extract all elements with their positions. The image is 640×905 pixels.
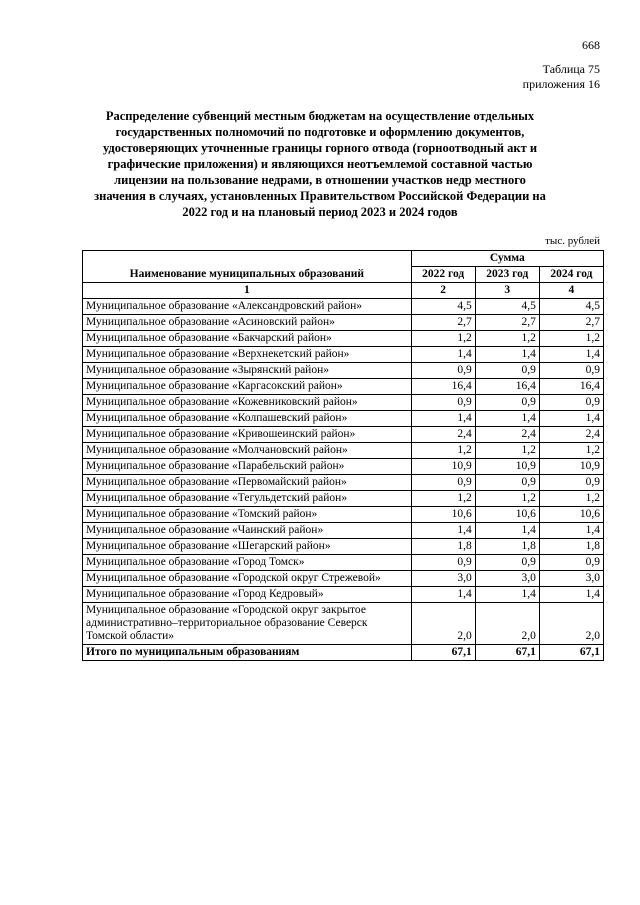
value-2023: 0,9 — [475, 475, 539, 491]
value-2022: 1,4 — [411, 587, 475, 603]
table-row — [83, 555, 604, 571]
value-2024: 0,9 — [539, 475, 603, 491]
column-number-row — [83, 283, 604, 299]
value-2023: 0,9 — [475, 395, 539, 411]
table-header-row — [83, 251, 604, 267]
header-year-2023: 2023 год — [475, 267, 539, 283]
table-row — [83, 491, 604, 507]
value-2024: 3,0 — [539, 571, 603, 587]
value-2024: 16,4 — [539, 379, 603, 395]
value-2023: 2,0 — [475, 603, 539, 645]
table-row — [83, 475, 604, 491]
municipality-name: Муниципальное образование «Город Кедровый» — [83, 587, 412, 603]
municipality-name: Муниципальное образование «Зырянский район» — [83, 363, 412, 379]
value-2022: 0,9 — [411, 395, 475, 411]
municipality-name: Муниципальное образование «Томский район» — [83, 507, 412, 523]
value-2024: 2,0 — [539, 603, 603, 645]
document-title: Распределение субвенций местным бюджетам на осуществление отдельных государственных полномочий по подготовке и оформлению документов, удостоверяющих уточненные границы горного отвода (горноотводный акт и графические приложения) и являющихся неотъемлемой составной частью лицензии на пользование недрами, в отношении участков недр местного значения в случаях, установленных Правительством Российской Федерации на 2022 год и на плановый период 2023 и 2024 годов — [94, 109, 546, 219]
header-sum: Сумма — [411, 251, 603, 267]
value-2024: 1,8 — [539, 539, 603, 555]
municipality-name: Муниципальное образование «Асиновский район» — [83, 315, 412, 331]
value-2022: 10,6 — [411, 507, 475, 523]
table-row — [83, 603, 604, 645]
table-row — [83, 443, 604, 459]
column-number: 2 — [411, 283, 475, 299]
municipality-name: Муниципальное образование «Чаинский район» — [83, 523, 412, 539]
municipality-name: Муниципальное образование «Городской округ закрытое административно–территориальное образование Северск Томской области» — [83, 603, 412, 645]
value-2022: 2,0 — [411, 603, 475, 645]
value-2024: 4,5 — [539, 299, 603, 315]
table-row — [83, 379, 604, 395]
value-2022: 0,9 — [411, 555, 475, 571]
table-reference — [523, 62, 600, 92]
value-2023: 2,7 — [475, 315, 539, 331]
value-2024: 1,2 — [539, 443, 603, 459]
page-number: 668 — [582, 38, 600, 52]
value-2023: 1,4 — [475, 347, 539, 363]
value-2024: 10,6 — [539, 507, 603, 523]
value-2023: 2,4 — [475, 427, 539, 443]
value-2023: 1,2 — [475, 491, 539, 507]
value-2022: 1,4 — [411, 411, 475, 427]
column-number: 3 — [475, 283, 539, 299]
value-2023: 0,9 — [475, 555, 539, 571]
value-2024: 2,7 — [539, 315, 603, 331]
table-row — [83, 395, 604, 411]
column-number: 4 — [539, 283, 603, 299]
table-row — [83, 459, 604, 475]
table-row — [83, 571, 604, 587]
total-2022: 67,1 — [411, 645, 475, 661]
value-2022: 1,2 — [411, 331, 475, 347]
value-2024: 10,9 — [539, 459, 603, 475]
value-2022: 1,4 — [411, 347, 475, 363]
value-2024: 1,4 — [539, 411, 603, 427]
total-2024: 67,1 — [539, 645, 603, 661]
table-row — [83, 523, 604, 539]
municipality-name: Муниципальное образование «Кривошеинский район» — [83, 427, 412, 443]
municipality-name: Муниципальное образование «Первомайский район» — [83, 475, 412, 491]
municipality-name: Муниципальное образование «Город Томск» — [83, 555, 412, 571]
table-body — [83, 299, 604, 645]
municipality-name: Муниципальное образование «Кожевниковский район» — [83, 395, 412, 411]
total-row — [83, 645, 604, 661]
municipality-name: Муниципальное образование «Городской округ Стрежевой» — [83, 571, 412, 587]
table-ref-line1: Таблица 75 — [542, 62, 600, 76]
value-2024: 1,4 — [539, 347, 603, 363]
value-2024: 1,2 — [539, 491, 603, 507]
table-row — [83, 331, 604, 347]
table-row — [83, 587, 604, 603]
header-name: Наименование муниципальных образований — [83, 251, 412, 283]
value-2023: 0,9 — [475, 363, 539, 379]
municipality-name: Муниципальное образование «Молчановский район» — [83, 443, 412, 459]
value-2022: 0,9 — [411, 475, 475, 491]
value-2022: 16,4 — [411, 379, 475, 395]
municipality-name: Муниципальное образование «Колпашевский район» — [83, 411, 412, 427]
table-row — [83, 299, 604, 315]
value-2024: 0,9 — [539, 555, 603, 571]
table-row — [83, 363, 604, 379]
value-2022: 0,9 — [411, 363, 475, 379]
municipality-name: Муниципальное образование «Шегарский район» — [83, 539, 412, 555]
value-2023: 1,4 — [475, 587, 539, 603]
value-2023: 1,4 — [475, 523, 539, 539]
value-2024: 2,4 — [539, 427, 603, 443]
table-row — [83, 539, 604, 555]
column-number: 1 — [83, 283, 412, 299]
total-2023: 67,1 — [475, 645, 539, 661]
municipality-name: Муниципальное образование «Александровский район» — [83, 299, 412, 315]
municipality-name: Муниципальное образование «Верхнекетский район» — [83, 347, 412, 363]
municipality-name: Муниципальное образование «Каргасокский район» — [83, 379, 412, 395]
value-2024: 1,2 — [539, 331, 603, 347]
value-2024: 0,9 — [539, 363, 603, 379]
value-2022: 1,2 — [411, 443, 475, 459]
table-ref-line2: приложения 16 — [522, 77, 600, 91]
value-2024: 1,4 — [539, 523, 603, 539]
value-2024: 1,4 — [539, 587, 603, 603]
value-2023: 4,5 — [475, 299, 539, 315]
value-2023: 3,0 — [475, 571, 539, 587]
value-2023: 1,2 — [475, 331, 539, 347]
units-label: тыс. рублей — [545, 235, 600, 247]
header-year-2022: 2022 год — [411, 267, 475, 283]
header-year-2024: 2024 год — [539, 267, 603, 283]
value-2023: 10,6 — [475, 507, 539, 523]
value-2023: 16,4 — [475, 379, 539, 395]
total-label: Итого по муниципальным образованиям — [83, 645, 412, 661]
subsidy-table — [82, 250, 604, 661]
value-2022: 2,4 — [411, 427, 475, 443]
value-2022: 3,0 — [411, 571, 475, 587]
municipality-name: Муниципальное образование «Парабельский район» — [83, 459, 412, 475]
table-row — [83, 411, 604, 427]
value-2023: 10,9 — [475, 459, 539, 475]
value-2022: 4,5 — [411, 299, 475, 315]
value-2023: 1,2 — [475, 443, 539, 459]
table-row — [83, 507, 604, 523]
value-2023: 1,4 — [475, 411, 539, 427]
municipality-name: Муниципальное образование «Тегульдетский район» — [83, 491, 412, 507]
table-row — [83, 315, 604, 331]
value-2022: 1,4 — [411, 523, 475, 539]
value-2022: 1,2 — [411, 491, 475, 507]
value-2022: 1,8 — [411, 539, 475, 555]
value-2022: 2,7 — [411, 315, 475, 331]
municipality-name: Муниципальное образование «Бакчарский район» — [83, 331, 412, 347]
table-row — [83, 427, 604, 443]
value-2022: 10,9 — [411, 459, 475, 475]
table-row — [83, 347, 604, 363]
value-2023: 1,8 — [475, 539, 539, 555]
value-2024: 0,9 — [539, 395, 603, 411]
